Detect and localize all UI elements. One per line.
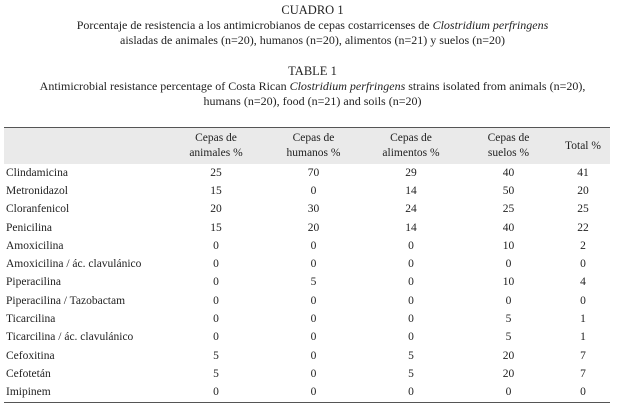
value-alimentos: 14: [405, 221, 417, 234]
drug-name: Imipinem: [4, 384, 166, 403]
value-suelos: 0: [505, 294, 512, 307]
value-animales: 0: [213, 313, 219, 326]
caption-en-label: TABLE 1: [288, 64, 337, 78]
drug-name: Ticarcilina / ác. clavulánico: [6, 331, 134, 344]
table-body: [4, 164, 610, 402]
drug-name: Clindamicina: [6, 166, 68, 179]
drug-name: Ticarcilina: [6, 313, 56, 326]
caption-en-line1-prefix: Antimicrobial resistance percentage of Costa Rican: [39, 79, 290, 93]
value-suelos: 20: [502, 349, 515, 362]
header-line: suelos %: [487, 147, 530, 159]
value-animales: 0: [213, 294, 219, 307]
value-alimentos: 24: [405, 203, 417, 216]
value-humanos: 0: [310, 258, 317, 271]
header-line: alimentos %: [382, 147, 440, 159]
value-alimentos: 0: [408, 294, 414, 307]
value-suelos: 20: [502, 367, 515, 380]
value-alimentos: 5: [408, 349, 414, 362]
value-suelos: 0: [461, 384, 556, 403]
value-animales: 15: [210, 184, 222, 197]
table-row: [4, 237, 610, 255]
table-row: [4, 292, 610, 310]
header-animales: [166, 128, 266, 165]
caption-es-label: CUADRO 1: [281, 3, 344, 17]
caption-en-line1: [0, 79, 625, 94]
caption-english: [0, 64, 625, 109]
value-animales: 0: [213, 276, 219, 289]
value-alimentos: 0: [361, 384, 461, 403]
value-animales: 20: [210, 203, 222, 216]
value-total: 7: [580, 349, 586, 362]
header-line: Cepas de: [292, 132, 335, 144]
drug-name: Metronidazol: [6, 184, 68, 197]
value-alimentos: 0: [408, 276, 414, 289]
value-animales: 0: [213, 258, 219, 271]
value-humanos: 0: [310, 294, 317, 307]
value-humanos: 30: [307, 203, 320, 216]
table-row: [4, 219, 610, 237]
value-humanos: 0: [266, 384, 361, 403]
value-alimentos: 0: [408, 239, 414, 252]
value-suelos: 0: [505, 258, 512, 271]
value-animales: 0: [213, 331, 219, 344]
drug-name: Amoxicilina: [6, 239, 64, 252]
value-total: 22: [577, 221, 589, 234]
table-row: [4, 310, 610, 328]
header-alimentos: [361, 128, 461, 165]
table-row: [4, 329, 610, 347]
value-alimentos: 0: [408, 313, 414, 326]
value-suelos: 5: [505, 331, 512, 344]
drug-name: Amoxicilina / ác. clavulánico: [6, 258, 142, 271]
caption-es-line2: aisladas de animales (n=20), humanos (n=20), alimentos (n=21) y suelos (n=20): [120, 33, 505, 47]
value-total: 20: [577, 184, 589, 197]
value-total: 1: [580, 313, 586, 326]
drug-name: Piperacilina: [6, 276, 61, 289]
header-line: Cepas de: [487, 132, 530, 144]
value-alimentos: 0: [408, 258, 414, 271]
value-animales: 0: [213, 239, 219, 252]
drug-name: Cefotetán: [6, 367, 51, 380]
value-humanos: 70: [307, 166, 320, 179]
value-humanos: 0: [310, 313, 317, 326]
table-row: [4, 182, 610, 200]
table-row: [4, 274, 610, 292]
drug-name: Piperacilina / Tazobactam: [6, 294, 126, 307]
table-row: [4, 384, 610, 403]
header-line: Cepas de: [390, 132, 432, 144]
table-row: [4, 365, 610, 383]
value-animales: 5: [213, 349, 219, 362]
caption-en-line1-suffix: strains isolated from animals (n=20),: [405, 79, 586, 93]
header-suelos: [461, 128, 556, 165]
value-total: 1: [580, 331, 586, 344]
value-suelos: 10: [502, 276, 515, 289]
value-suelos: 40: [502, 221, 515, 234]
drug-name: Cloranfenicol: [6, 203, 70, 216]
value-total: 4: [580, 276, 586, 289]
header-line: humanos %: [286, 147, 341, 159]
value-alimentos: 5: [408, 367, 414, 380]
drug-name: Penicilina: [6, 221, 52, 234]
caption-en-line2: humans (n=20), food (n=21) and soils (n=20): [203, 94, 422, 108]
resistance-table: [4, 127, 610, 403]
value-animales: 5: [213, 367, 219, 380]
value-total: 25: [577, 203, 589, 216]
caption-es-organism: Clostridium perfringens: [432, 18, 549, 32]
value-animales: 15: [210, 221, 222, 234]
value-humanos: 20: [307, 221, 320, 234]
table-row: [4, 164, 610, 182]
caption-es-line1-text: Porcentaje de resistencia a los antimicrobianos de cepas costarricenses de: [76, 18, 433, 32]
header-line: animales %: [189, 147, 243, 159]
value-total: 0: [580, 258, 586, 271]
value-alimentos: 29: [405, 166, 417, 179]
value-humanos: 0: [310, 349, 317, 362]
value-humanos: 0: [310, 331, 317, 344]
header-line: Total %: [565, 139, 601, 152]
caption-es-line1: [0, 18, 625, 33]
value-suelos: 40: [502, 166, 515, 179]
value-alimentos: 14: [405, 184, 417, 197]
table-row: [4, 347, 610, 365]
value-humanos: 0: [310, 239, 317, 252]
header-line: Cepas de: [195, 132, 237, 144]
table-row: [4, 255, 610, 273]
table-header: [4, 128, 610, 165]
drug-name: Cefoxitina: [6, 349, 55, 362]
caption-en-organism: Clostridium perfringens: [289, 79, 406, 93]
value-total: 2: [580, 239, 586, 252]
header-empty-cell: [4, 128, 166, 165]
value-total: 7: [580, 367, 586, 380]
value-suelos: 5: [505, 313, 512, 326]
caption-spanish: [0, 3, 625, 48]
value-humanos: 0: [310, 367, 317, 380]
value-suelos: 10: [502, 239, 515, 252]
value-humanos: 0: [310, 184, 317, 197]
value-alimentos: 0: [408, 331, 414, 344]
value-animales: 25: [210, 166, 222, 179]
value-suelos: 50: [502, 184, 515, 197]
value-animales: 0: [166, 384, 266, 403]
header-row: [4, 128, 610, 165]
value-total: 0: [580, 294, 586, 307]
value-suelos: 25: [502, 203, 515, 216]
value-humanos: 5: [310, 276, 317, 289]
header-total: [556, 128, 610, 165]
value-total: 41: [577, 166, 589, 179]
header-humanos: [266, 128, 361, 165]
table-row: [4, 201, 610, 219]
value-total: 0: [556, 384, 610, 403]
